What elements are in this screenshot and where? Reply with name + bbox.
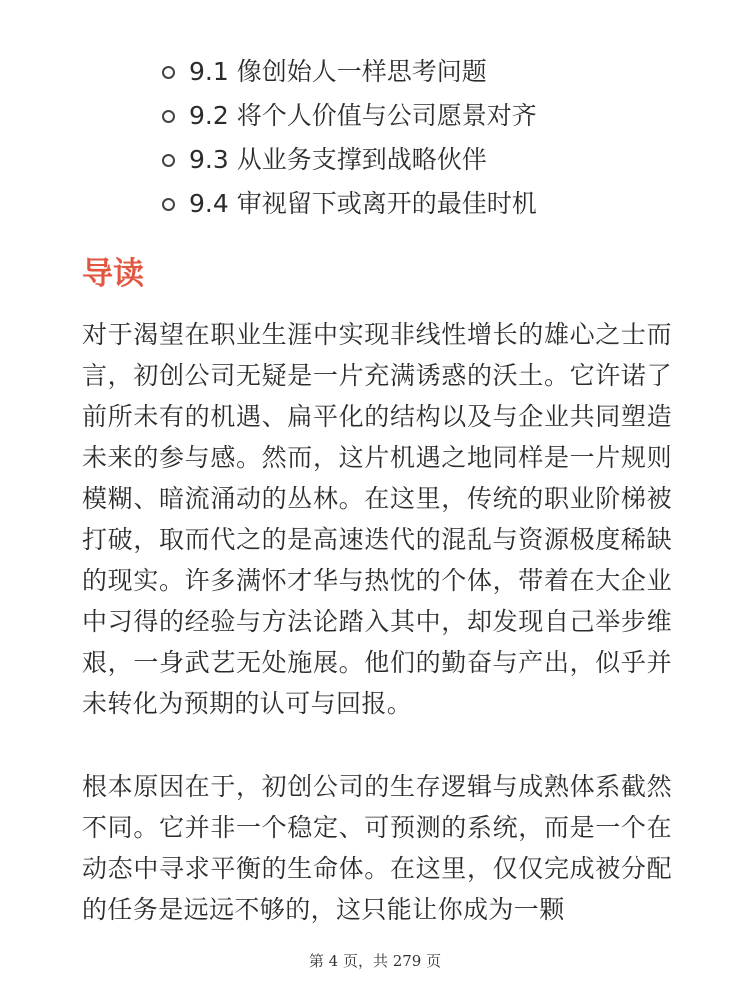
toc-item-label: 9.4 审视留下或离开的最佳时机 — [189, 189, 537, 218]
toc-item[interactable] — [162, 50, 537, 94]
table-of-contents — [162, 50, 537, 226]
body-paragraph: 对于渴望在职业生涯中实现非线性增长的雄心之士而言，初创公司无疑是一片充满诱惑的沃土。它许诺了前所未有的机遇、扁平化的结构以及与企业共同塑造未来的参与感。然而，这片机遇之地同样是一片规则模糊、暗流涌动的丛林。在这里，传统的职业阶梯被打破，取而代之的是高速迭代的混乱与资源极度稀缺的现实。许多满怀才华与热忱的个体，带着在大企业中习得的经验与方法论踏入其中，却发现自己举步维艰，一身武艺无处施展。他们的勤奋与产出，似乎并未转化为预期的认可与回报。 — [82, 320, 672, 718]
page-number: 第 4 页，共 279 页 — [308, 952, 442, 970]
circle-bullet-icon — [162, 154, 175, 167]
toc-item[interactable] — [162, 138, 537, 182]
body-paragraph: 根本原因在于，初创公司的生存逻辑与成熟体系截然不同。它并非一个稳定、可预测的系统，而是一个在动态中寻求平衡的生命体。在这里，仅仅完成被分配的任务是远远不够的，这只能让你成为一颗 — [82, 772, 672, 924]
toc-item-label: 9.1 像创始人一样思考问题 — [189, 57, 487, 86]
toc-item-label: 9.3 从业务支撑到战略伙伴 — [189, 145, 487, 174]
toc-item[interactable] — [162, 94, 537, 138]
circle-bullet-icon — [162, 110, 175, 123]
circle-bullet-icon — [162, 198, 175, 211]
toc-item[interactable] — [162, 182, 537, 226]
circle-bullet-icon — [162, 66, 175, 79]
section-heading: 导读 — [82, 256, 144, 292]
toc-item-label: 9.2 将个人价值与公司愿景对齐 — [189, 101, 537, 130]
